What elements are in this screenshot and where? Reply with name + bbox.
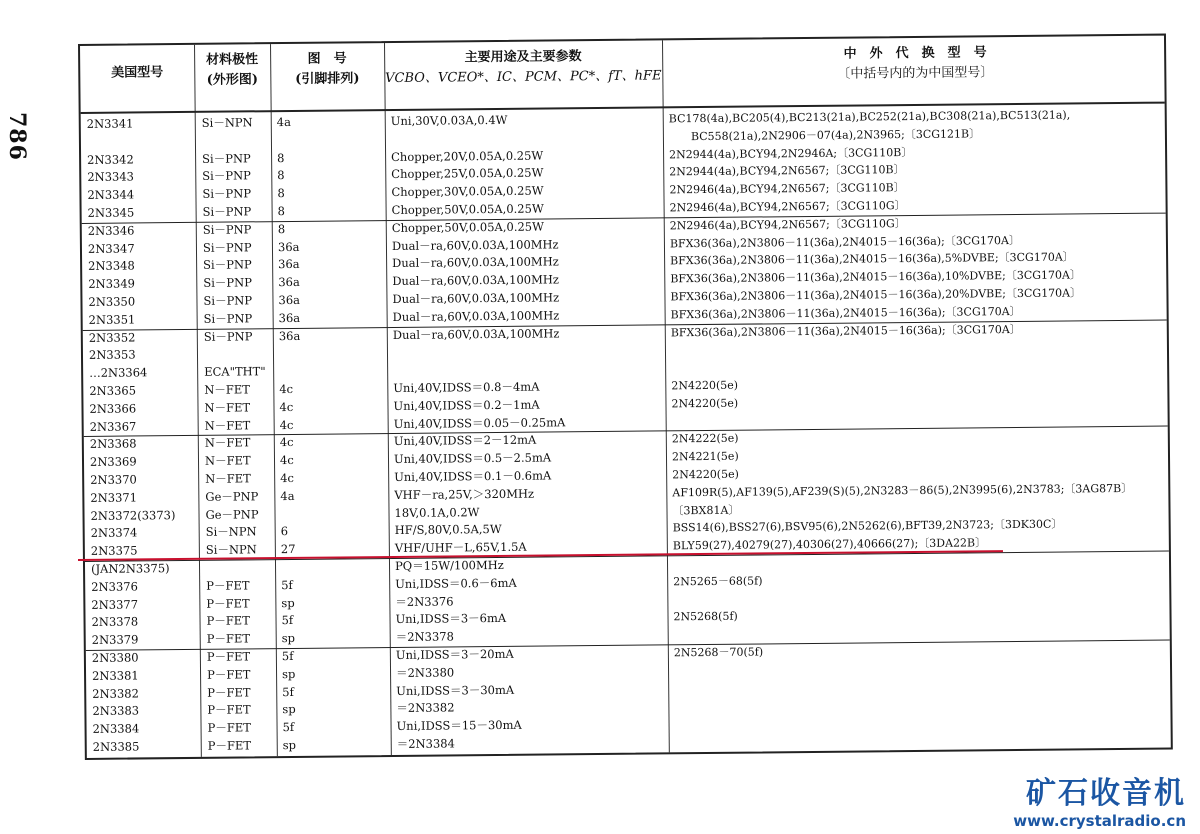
model-cell: 2N3379 xyxy=(91,632,139,648)
model-cell: 2N3369 xyxy=(89,454,137,470)
material-cell: N－FET xyxy=(204,417,251,433)
substitutes-cell: BLY59(27),40279(27),40306(27),40666(27);〔3DA22B〕 xyxy=(672,536,987,553)
params-cell: PQ＝15W/100MHz xyxy=(394,557,504,573)
model-cell: 2N3345 xyxy=(87,205,135,220)
model-cell: 2N3384 xyxy=(92,721,140,737)
model-cell: 2N3378 xyxy=(91,614,139,630)
model-cell xyxy=(87,133,195,134)
header-params-line1: 主要用途及主要参数 xyxy=(464,49,582,66)
header-material xyxy=(194,50,270,91)
params-cell: Chopper,50V,0.05A,0.25W xyxy=(391,201,544,217)
params-cell: VHF/UHF－L,65V,1.5A xyxy=(394,539,527,556)
figure-cell: sp xyxy=(281,666,296,681)
figure-cell xyxy=(279,344,389,345)
params-cell: Uni,IDSS＝3－6mA xyxy=(395,611,507,627)
header-substitutes-line2: 〔中括号内的为中国型号〕 xyxy=(837,65,994,82)
material-cell: ECA"THT" xyxy=(204,364,266,379)
params-cell: VHF－ra,25V,＞320MHz xyxy=(394,486,535,502)
model-cell: 2N3351 xyxy=(88,312,136,327)
material-cell: Si－PNP xyxy=(203,293,253,308)
material-cell: N－FET xyxy=(204,453,251,468)
params-cell: HF/S,80V,0.5A,5W xyxy=(394,522,502,538)
figure-cell: 8 xyxy=(277,168,285,183)
params-cell: Uni,40V,IDSS＝0.5－2.5mA xyxy=(393,450,552,467)
material-cell: Si－PNP xyxy=(203,328,253,344)
model-cell: 2N3367 xyxy=(89,419,137,434)
params-cell: ＝2N3378 xyxy=(395,629,454,645)
material-cell: Si－PNP xyxy=(203,311,253,326)
params-cell: ＝2N3384 xyxy=(396,736,455,751)
substitutes-cell: 2N2946(4a),BCY94,2N6567;〔3CG110G〕 xyxy=(669,199,906,215)
material-cell: Si－PNP xyxy=(202,204,252,219)
model-cell: 2N3372(3373) xyxy=(90,507,176,523)
substitutes-cell: 2N4221(5e) xyxy=(671,449,739,464)
params-cell: Uni,40V,IDSS＝0.2－1mA xyxy=(393,397,540,413)
model-cell: 2N3346 xyxy=(87,223,135,238)
model-cell: 2N3370 xyxy=(90,472,137,487)
material-cell: P－FET xyxy=(206,613,250,629)
figure-cell: 4c xyxy=(279,381,294,397)
substitutes-cell: BFX36(36a),2N3806－11(36a),2N4015－16(36a),10%DVBE;〔3CG170A〕 xyxy=(670,268,1081,286)
substitutes-cell: 2N2946(4a),BCY94,2N6567;〔3CG110B〕 xyxy=(669,181,905,197)
model-cell: (JAN2N3375) xyxy=(90,561,170,576)
substitutes-cell: BFX36(36a),2N3806－11(36a),2N4015－16(36a);〔3CG170A〕 xyxy=(669,233,1021,250)
params-cell: Uni,30V,0.03A,0.4W xyxy=(390,112,508,129)
model-cell: 2N3381 xyxy=(91,668,139,683)
figure-cell: 36a xyxy=(278,275,300,290)
watermark xyxy=(1013,768,1186,830)
material-cell: P－FET xyxy=(206,578,250,593)
model-cell: 2N3353 xyxy=(88,347,136,363)
material-cell xyxy=(204,346,274,347)
header-params-line2: VCBO、VCEO*、IC、PCM、PC*、fT、hFE xyxy=(385,68,662,87)
model-cell: 2N3377 xyxy=(91,597,139,612)
substitutes-cell: 2N4220(5e) xyxy=(672,467,739,482)
model-cell: 2N3350 xyxy=(88,294,136,309)
figure-cell: sp xyxy=(282,702,296,717)
params-cell: Uni,IDSS＝3－30mA xyxy=(396,682,515,698)
figure-cell: 4c xyxy=(279,435,294,450)
model-cell: 2N3343 xyxy=(87,169,135,185)
figure-cell: 4c xyxy=(279,417,294,432)
material-cell: N－FET xyxy=(205,471,251,486)
figure-cell xyxy=(280,505,390,506)
material-cell: N－FET xyxy=(204,435,251,451)
material-cell: Si－PNP xyxy=(202,168,251,184)
header-material-line2: (外形图) xyxy=(206,72,259,88)
model-cell: 2N3383 xyxy=(92,703,140,719)
model-cell: 2N3347 xyxy=(87,241,135,256)
figure-cell: 4a xyxy=(280,488,295,503)
header-figure-line1: 图 号 xyxy=(307,51,347,67)
material-cell: Si－PNP xyxy=(203,275,252,290)
substitutes-cell: 2N4220(5e) xyxy=(671,378,739,393)
figure-cell xyxy=(277,131,387,132)
material-cell: Si－NPN xyxy=(205,524,257,540)
figure-cell xyxy=(279,362,389,363)
watermark-logo: 矿石收音机 xyxy=(1026,776,1186,811)
page-number: 786 xyxy=(4,112,30,161)
params-cell: ＝2N3376 xyxy=(395,594,454,609)
substitutes-cell: BFX36(36a),2N3806－11(36a),2N4015－16(36a),5%DVBE;〔3CG170A〕 xyxy=(670,250,1074,268)
material-cell: Ge－PNP xyxy=(205,506,259,522)
material-cell: Ge－PNP xyxy=(205,489,259,504)
figure-cell: 4c xyxy=(280,470,295,486)
substitutes-cell: 2N5265－68(5f) xyxy=(673,574,763,589)
figure-cell: sp xyxy=(282,737,297,753)
substitutes-cell: 〔3BX81A〕 xyxy=(672,503,740,517)
figure-cell: 4a xyxy=(276,114,292,130)
material-cell: P－FET xyxy=(206,667,251,682)
material-cell: Si－PNP xyxy=(202,186,252,201)
substitutes-cell: BC178(4a),BC205(4),BC213(21a),BC252(21a),BC308(21a),BC513(21a), xyxy=(668,108,1071,126)
params-cell: Dual－ra,60V,0.03A,100MHz xyxy=(392,290,560,306)
watermark-url: www.crystalradio.cn xyxy=(1013,812,1186,830)
params-cell: Dual－ra,60V,0.03A,100MHz xyxy=(392,254,559,271)
params-cell: Chopper,50V,0.05A,0.25W xyxy=(391,219,544,235)
params-cell: Dual－ra,60V,0.03A,100MHz xyxy=(391,236,559,253)
model-cell: 2N3380 xyxy=(91,650,139,665)
model-cell: 2N3366 xyxy=(89,401,137,416)
figure-cell: 5f xyxy=(281,613,294,628)
material-cell: Si－NPN xyxy=(205,542,257,557)
figure-cell: 8 xyxy=(277,186,285,201)
material-cell: Si－NPN xyxy=(201,115,253,130)
header-params xyxy=(384,46,662,89)
header-figure-line2: (引脚排列) xyxy=(295,71,360,87)
figure-cell: 5f xyxy=(282,684,294,699)
substitutes-cell: 2N5268(5f) xyxy=(673,610,738,624)
figure-cell: 36a xyxy=(278,257,300,272)
substitutes-cell: 2N2944(4a),BCY94,2N2946A;〔3CG110B〕 xyxy=(669,145,913,161)
model-cell: 2N3352 xyxy=(88,330,136,345)
header-material-line1: 材料极性 xyxy=(206,52,259,68)
substitutes-cell: BFX36(36a),2N3806－11(36a),2N4015－16(36a),20%DVBE;〔3CG170A〕 xyxy=(670,286,1082,304)
params-cell: Uni,40V,IDSS＝0.8－4mA xyxy=(393,379,540,395)
model-cell: 2N3374 xyxy=(90,525,138,541)
model-cell: 2N3376 xyxy=(91,579,138,594)
model-cell: …2N3364 xyxy=(89,365,148,381)
substitutes-cell: BFX36(36a),2N3806－11(36a),2N4015－16(36a);〔3CG170A〕 xyxy=(670,322,1021,339)
model-cell: 2N3368 xyxy=(89,436,137,452)
figure-cell: 5f xyxy=(282,720,295,735)
model-cell: 2N3341 xyxy=(86,116,134,131)
params-cell: Uni,40V,IDSS＝0.05－0.25mA xyxy=(393,414,566,431)
figure-cell: 8 xyxy=(277,150,285,165)
params-cell: Chopper,20V,0.05A,0.25W xyxy=(391,148,544,164)
figure-cell: 8 xyxy=(277,221,286,236)
substitutes-cell: 2N5268－70(5f) xyxy=(673,645,764,660)
substitutes-cell: BSS14(6),BSS27(6),BSV95(6),2N5262(6),BFT39,2N3723;〔3DK30C〕 xyxy=(672,517,1063,535)
material-cell: P－FET xyxy=(207,720,251,735)
material-cell: P－FET xyxy=(206,631,251,646)
figure-cell: 36a xyxy=(277,239,300,254)
substitutes-cell: BFX36(36a),2N3806－11(36a),2N4015－16(36a);〔3CG170A〕 xyxy=(670,304,1021,322)
model-cell: 2N3382 xyxy=(92,686,139,701)
params-cell: 18V,0.1A,0.2W xyxy=(394,504,480,520)
material-cell: Si－PNP xyxy=(202,150,251,166)
substitutes-cell: 2N2946(4a),BCY94,2N6567;〔3CG110G〕 xyxy=(669,216,906,233)
figure-cell: 27 xyxy=(280,542,296,557)
material-cell: P－FET xyxy=(207,684,251,700)
params-cell: Chopper,30V,0.05A,0.25W xyxy=(391,183,544,200)
data-table xyxy=(78,34,1173,760)
header-us-model: 美国型号 xyxy=(111,65,164,81)
params-cell: Uni,40V,IDSS＝0.1－0.6mA xyxy=(394,468,552,484)
model-cell: 2N3342 xyxy=(87,152,134,167)
figure-cell: 4c xyxy=(279,453,294,468)
header-figure xyxy=(270,49,384,90)
substitutes-cell: 2N4222(5e) xyxy=(671,432,739,446)
figure-cell: sp xyxy=(281,631,296,646)
params-cell: ＝2N3380 xyxy=(395,665,455,680)
material-cell: P－FET xyxy=(207,702,251,718)
model-cell: 2N3365 xyxy=(89,383,137,398)
params-cell: Dual－ra,60V,0.03A,100MHz xyxy=(392,325,560,342)
model-cell: 2N3371 xyxy=(90,490,138,505)
substitutes-cell: BC558(21a),2N2906－07(4a),2N3965;〔3CG121B〕 xyxy=(668,127,981,144)
figure-cell: sp xyxy=(281,595,295,610)
material-cell: P－FET xyxy=(207,738,252,753)
material-cell: Si－PNP xyxy=(203,257,252,273)
model-cell: 2N3344 xyxy=(87,187,135,203)
figure-cell: 4c xyxy=(279,399,294,414)
table-header xyxy=(80,36,1165,114)
params-cell: Uni,IDSS＝15－30mA xyxy=(396,717,522,734)
model-cell: 2N3375 xyxy=(90,543,138,559)
figure-cell: 36a xyxy=(278,292,301,308)
substitutes-cell: 2N4220(5e) xyxy=(671,396,739,411)
params-cell: Chopper,25V,0.05A,0.25W xyxy=(391,165,544,182)
figure-cell: 36a xyxy=(278,310,301,325)
params-cell: Uni,40V,IDSS＝2－12mA xyxy=(393,433,537,449)
figure-cell: 6 xyxy=(280,524,289,539)
material-cell: N－FET xyxy=(204,382,250,397)
material-cell: P－FET xyxy=(206,649,251,664)
figure-cell: 5f xyxy=(281,648,294,664)
material-cell: N－FET xyxy=(204,400,251,415)
header-substitutes-line1: 中 外 代 换 型 号 xyxy=(843,45,987,62)
params-cell: Uni,IDSS＝3－20mA xyxy=(395,646,514,662)
params-cell: Dual－ra,60V,0.03A,100MHz xyxy=(392,272,559,289)
params-cell: Uni,IDSS＝0.6－6mA xyxy=(395,575,517,591)
params-cell: Dual－ra,60V,0.03A,100MHz xyxy=(392,308,560,324)
figure-cell: 5f xyxy=(281,577,293,592)
substitutes-cell: 2N2944(4a),BCY94,2N6567;〔3CG110B〕 xyxy=(669,163,905,179)
params-cell: ＝2N3382 xyxy=(396,700,455,716)
material-cell: P－FET xyxy=(206,595,250,611)
material-cell: Si－PNP xyxy=(202,222,252,237)
model-cell: 2N3349 xyxy=(88,276,136,292)
model-cell: 2N3385 xyxy=(92,739,140,754)
header-substitutes xyxy=(662,42,1168,87)
figure-cell: 36a xyxy=(278,328,301,343)
substitutes-cell: AF109R(5),AF139(5),AF239(S)(5),2N3283－86(5),2N3995(6),2N3783;〔3AG87B〕 xyxy=(672,481,1133,500)
material-cell: Si－PNP xyxy=(202,239,252,255)
figure-cell: 8 xyxy=(277,204,286,219)
material-cell xyxy=(202,132,272,133)
model-cell: 2N3348 xyxy=(88,258,135,274)
